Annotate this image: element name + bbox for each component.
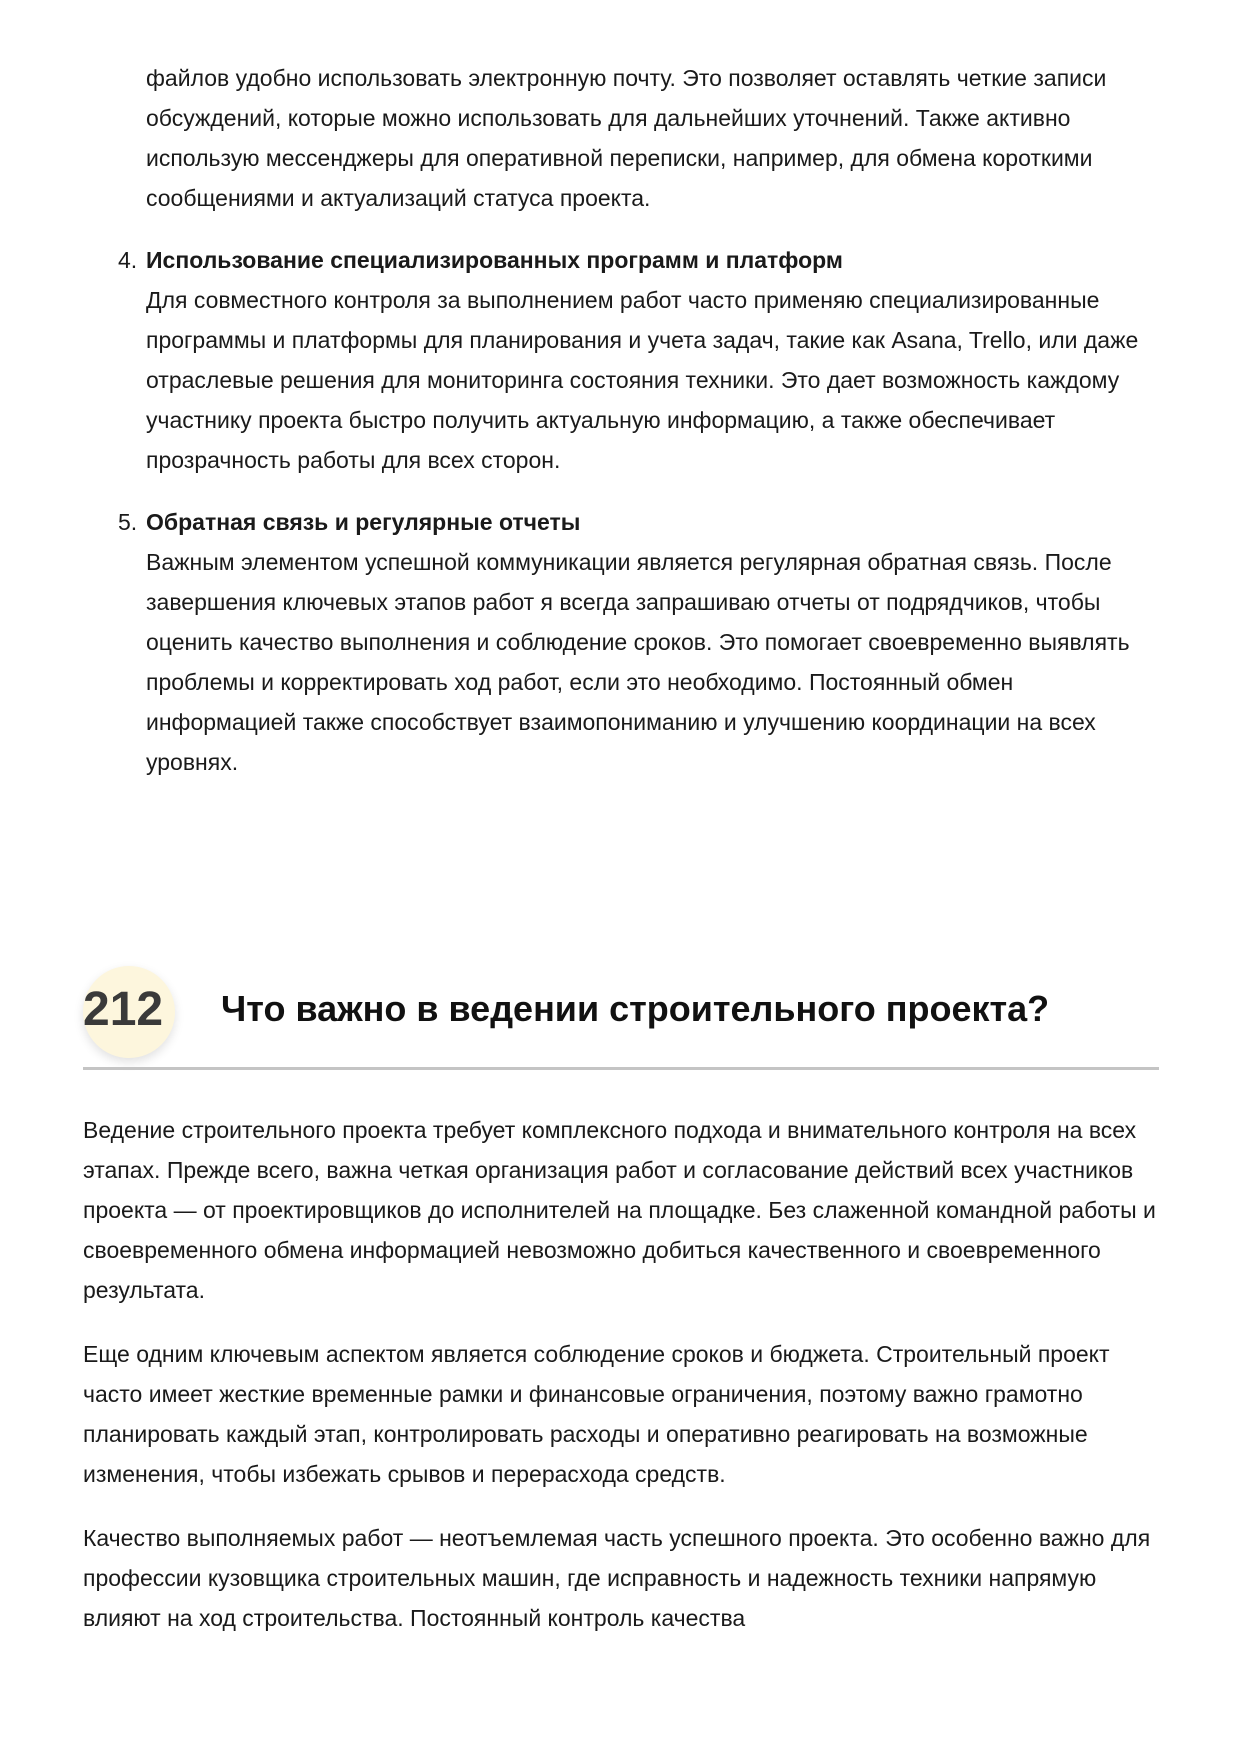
list-item-continuation: файлов удобно использовать электронную почту. Это позволяет оставлять четкие записи обсуждений, которые можно использовать для дальнейших уточнений. Также активно использую мессенджеры для оперативной переписки, например, для обмена короткими сообщениями и актуализаций статуса проекта. [146, 65, 1107, 211]
section-body [83, 1110, 1163, 1662]
section-header [83, 966, 1159, 1070]
list-item-5 [118, 502, 1166, 782]
numbered-list [118, 58, 1166, 782]
list-item-text: Для совместного контроля за выполнением работ часто применяю специализированные программы и платформы для планирования и учета задач, такие как Asana, Trello, или даже отраслевые решения для мониторинга состояния техники. Это дает возможность каждому участнику проекта быстро получить актуальную информацию, а также обеспечивает прозрачность работы для всех сторон. [146, 287, 1139, 473]
list-item-title: Обратная связь и регулярные отчеты [146, 509, 581, 535]
section-title: Что важно в ведении строительного проекта? [221, 988, 1050, 1029]
section-divider [83, 1067, 1159, 1070]
list-item-number: 4. [118, 247, 138, 273]
body-paragraph: Еще одним ключевым аспектом является соблюдение сроков и бюджета. Строительный проект часто имеет жесткие временные рамки и финансовые ограничения, поэтому важно грамотно планировать каждый этап, контролировать расходы и оперативно реагировать на возможные изменения, чтобы избежать срывов и перерасхода средств. [83, 1341, 1110, 1487]
section-number: 212 [83, 983, 164, 1036]
list-item-number: 5. [118, 509, 138, 535]
body-paragraph: Качество выполняемых работ — неотъемлемая часть успешного проекта. Это особенно важно для профессии кузовщика строительных машин, где исправность и надежность техники напрямую влияют на ход строительства. Постоянный контроль качества [83, 1525, 1151, 1631]
list-item-4 [118, 240, 1166, 480]
body-paragraph: Ведение строительного проекта требует комплексного подхода и внимательного контроля на всех этапах. Прежде всего, важна четкая организация работ и согласование действий всех участников проекта — от проектировщиков до исполнителей на площадке. Без слаженной командной работы и своевременного обмена информацией невозможно добиться качественного и своевременного результата. [83, 1117, 1156, 1303]
list-item-text: Важным элементом успешной коммуникации является регулярная обратная связь. После завершения ключевых этапов работ я всегда запрашиваю отчеты от подрядчиков, чтобы оценить качество выполнения и соблюдение сроков. Это помогает своевременно выявлять проблемы и корректировать ход работ, если это необходимо. Постоянный обмен информацией также способствует взаимопониманию и улучшению координации на всех уровнях. [146, 549, 1130, 775]
list-item-title: Использование специализированных программ и платформ [146, 247, 843, 273]
